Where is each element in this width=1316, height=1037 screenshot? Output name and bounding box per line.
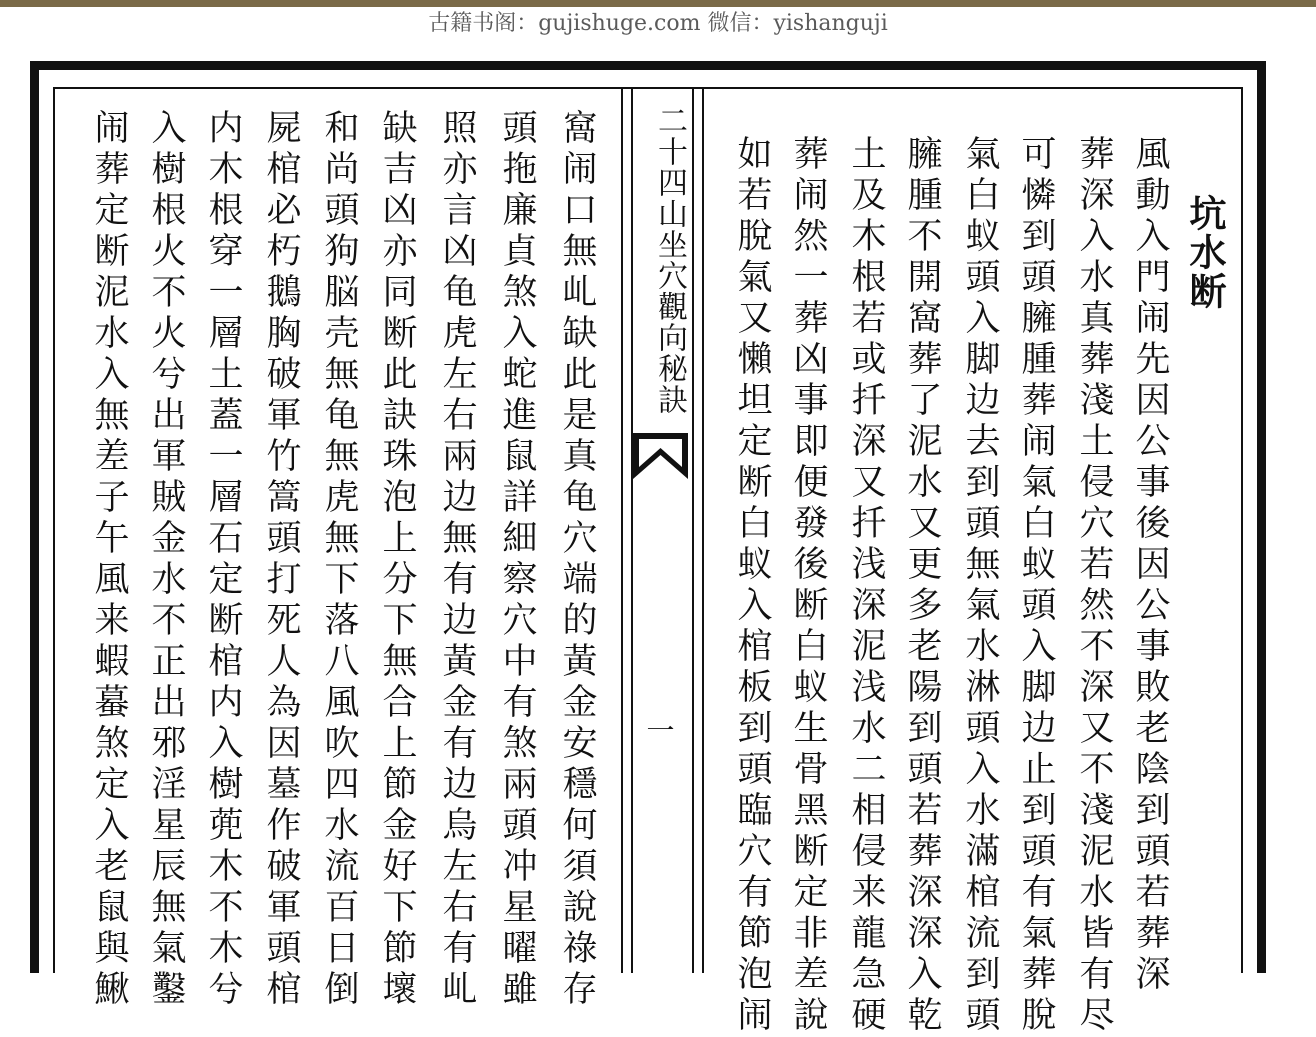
text-column: 窩闹口無乢缺此是真龟穴端的黃金安穩何須說祿存	[557, 109, 597, 1011]
center-fold-strip	[621, 89, 704, 973]
left-page	[55, 89, 621, 1011]
site-watermark-banner: 古籍书阁：gujishuge.com 微信：yishanguji	[428, 11, 888, 36]
strip-line-left	[631, 89, 633, 973]
text-column: 内木根穿一層土蓋一層石定断棺内入樹蔸木不木兮	[203, 109, 243, 1011]
inner-border	[53, 87, 1243, 1037]
strip-line-right	[692, 89, 694, 973]
page-number: 一	[646, 714, 675, 747]
text-column: 屍棺必朽鵝胸破軍竹篙頭打死人為因墓作破軍頭棺	[261, 109, 301, 1011]
book-title: 二十四山坐穴觀向秘訣	[652, 105, 687, 415]
text-column: 入樹根火不火兮出軍賊金水不正出邪淫星辰無氣鑿	[146, 109, 186, 1011]
text-column: 氣白蚁頭入脚边去到頭無氣水淋頭入水滿棺流到頭	[960, 135, 1000, 1037]
section-title: 坑水断	[1183, 194, 1227, 311]
text-column: 和尚頭狗脳壳無龟無虎無下落八風吹四水流百日倒	[319, 109, 359, 1011]
text-column: 臃腫不開窩葬了泥水又更多老陽到頭若葬深深入乾	[902, 135, 942, 1037]
book-page-frame	[30, 61, 1266, 1037]
fishtail-mark-icon	[633, 433, 688, 479]
text-column: 照亦言凶龟虎左右兩边無有边黃金有边烏左右有乢	[437, 109, 477, 1011]
text-column: 頭拖廉貞煞入蛇進鼠詳細察穴中有煞兩頭冲星曜雖	[497, 109, 537, 1011]
text-column: 缺吉凶亦同断此訣珠泡上分下無合上節金好下節壞	[377, 109, 417, 1011]
text-column: 土及木根若或扦深又扦浅深泥浅水二相侵来龍急硬	[846, 135, 886, 1037]
text-column: 風動入門闹先因公事後因公事敗老陰到頭若葬深	[1130, 135, 1170, 996]
text-column: 如若脫氣又懶坦定断白蚁入棺板到頭臨穴有節泡闹	[732, 135, 772, 1037]
text-column: 可憐到頭臃腫葬闹氣白蚁頭入脚边止到頭有氣葬脫	[1016, 135, 1056, 1037]
text-column: 葬深入水真葬淺土侵穴若然不深又不淺泥水皆有尽	[1074, 135, 1114, 1037]
text-column: 闹葬定断泥水入無差子午風来蝦蟇煞定入老鼠與鰍	[89, 109, 129, 1011]
text-column: 葬闹然一葬凶事即便發後断白蚁生骨黑断定非差說	[788, 135, 828, 1037]
right-page	[700, 89, 1241, 1037]
top-decorative-bar	[0, 0, 1316, 7]
